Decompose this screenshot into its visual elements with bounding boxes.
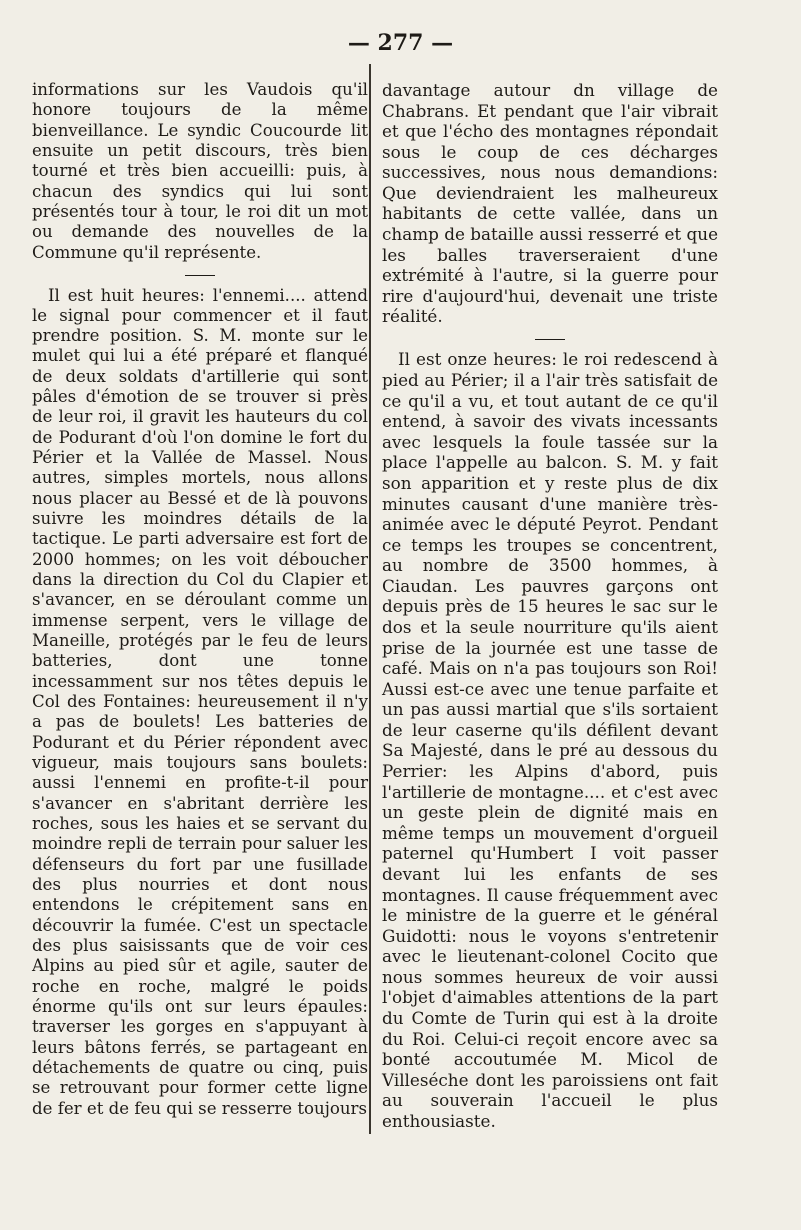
paragraph: Il est huit heures: l'ennemi.... attend le signal pour commencer et il faut prendre position. S. M. monte sur le mulet qui lui a été préparé et flanqué de deux soldats d'artillerie qui sont pâles d'émotion de se trouver si près de leur roi, il gravit les hauteurs du col de Podurant d'où l'on domine le fort du Périer et la Vallée de Massel. Nous autres, simples mortels, nous allons nous placer au Bessé et de là pouvons suivre les moindres détails de la tactique. Le parti adversaire est fort de 2000 hommes; on les voit déboucher dans la direction du Col du Clapier et s'avancer, en se déroulant comme un immense serpent, vers le village de Maneille, protégés par le feu de leurs batteries, dont une tonne incessamment sur nos têtes depuis le Col des Fontaines: heureusement il n'y a pas de boulets! Les batteries de Podurant et du Périer répondent avec vigueur, mais toujours sans boulets: aussi l'ennemi en profite-t-il pour s'avancer en s'abritant derrière les roches, sous les haies et se servant du moindre repli de terrain pour saluer les défenseurs du fort par une fusillade des plus nourries et dont nous entendons le crépitement sans en découvrir la fumée. C'est un spectacle des plus saisissants que de voir ces Alpins au pied sûr et agile, sauter de roche en roche, malgré le poids énorme qu'ils ont sur leurs épaules: traverser les gorges en s'appuyant à leurs bâtons ferrés, se partageant en détachements de quatre ou cinq, puis se retrouvant pour former cette ligne de fer et de feu qui se resserre toujours bbox=[32, 285, 368, 1118]
left-column bbox=[32, 80, 368, 1119]
paragraph: informations sur les Vaudois qu'il honore toujours de la même bienveillance. Le syndic Coucourde lit ensuite un petit discours, très bien tourné et très bien accueilli: puis, à chacun des syndics qui lui sont présentés tour à tour, le roi dit un mot ou demande des nouvelles de la Commune qu'il représente. bbox=[32, 80, 368, 262]
section-separator bbox=[185, 263, 215, 286]
right-column bbox=[382, 80, 718, 1131]
paragraph: Il est onze heures: le roi redescend à pied au Périer; il a l'air très satisfait de ce qu'il a vu, et tout autant de ce qu'il entend, à savoir des vivats incessants avec lesquels la foule tassée sur la place l'appelle au balcon. S. M. y fait son apparition et y reste plus de dix minutes causant d'une manière très-animée avec le député Peyrot. Pendant ce temps les troupes se concentrent, au nombre de 3500 hommes, à Ciaudan. Les pauvres garçons ont depuis près de 15 heures le sac sur le dos et la seule nourriture qu'ils aient prise de la journée est une tasse de café. Mais on n'a pas toujours son Roi! Aussi est-ce avec une tenue parfaite et un pas aussi martial que s'ils sortaient de leur caserne qu'ils défilent devant Sa Majesté, dans le pré au dessous du Perrier: les Alpins d'abord, puis l'artillerie de montagne.... et c'est avec un geste plein de dignité mais en même temps un mouvement d'orgueil paternel qu'Humbert I voit passer devant lui les enfants de ses montagnes. Il cause fréquemment avec le ministre de la guerre et le général Guidotti: nous le voyons s'entretenir avec le lieutenant-colonel Cocito que nous sommes heureux de voir aussi l'objet d'aimables attentions de la part du Comte de Turin qui est à la droite du Roi. Celui-ci reçoit encore avec sa bonté accoutumée M. Micol de Villeséche dont les paroissiens ont fait au souverain l'accueil le plus enthousiaste. bbox=[382, 349, 718, 1131]
page-number: — 277 — bbox=[347, 30, 454, 56]
paragraph: davantage autour dn village de Chabrans. Et pendant que l'air vibrait et que l'écho des montagnes répondait sous le coup de ces décharges successives, nous nous demandions: Que deviendraient les malheureux habitants de cette vallée, dans un champ de bataille aussi resserré et que les balles traverseraient d'une extrémité à l'autre, si la guerre pour rire d'aujourd'hui, devenait une triste réalité. bbox=[382, 80, 718, 327]
section-separator bbox=[535, 327, 565, 350]
column-divider bbox=[369, 64, 371, 1134]
